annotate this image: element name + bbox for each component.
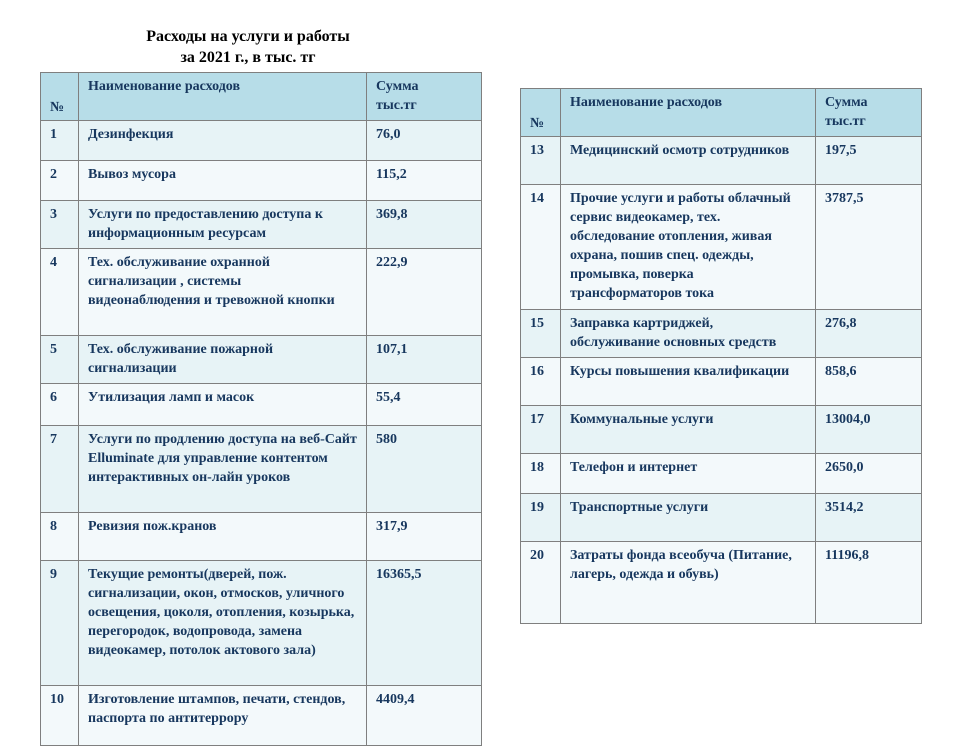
row-num: 2	[41, 161, 79, 201]
row-sum: 858,6	[816, 358, 922, 406]
row-num: 16	[521, 358, 561, 406]
row-name: Затраты фонда всеобуча (Питание, лагерь, одежда и обувь)	[561, 542, 816, 624]
table-row	[521, 494, 922, 542]
header-sum-line1: Сумма	[825, 95, 868, 110]
row-num: 17	[521, 406, 561, 454]
row-sum: 197,5	[816, 137, 922, 185]
row-num: 19	[521, 494, 561, 542]
row-sum: 107,1	[367, 336, 482, 384]
row-sum: 76,0	[367, 121, 482, 161]
table-row	[41, 121, 482, 161]
row-sum: 317,9	[367, 513, 482, 561]
row-name: Изготовление штампов, печати, стендов, паспорта по антитеррору	[79, 686, 367, 746]
header-num: №	[521, 89, 561, 137]
row-num: 1	[41, 121, 79, 161]
row-num: 18	[521, 454, 561, 494]
row-name: Транспортные услуги	[561, 494, 816, 542]
row-name: Текущие ремонты(дверей, пож. сигнализации, окон, отмосков, уличного освещения, цоколя, отопления, козырька, перегородок, водопровода, замена видеокамер, потолок актового зала)	[79, 561, 367, 686]
page-title	[40, 26, 456, 68]
table-row	[521, 310, 922, 358]
expenses-table-right	[520, 88, 922, 624]
row-num: 4	[41, 249, 79, 336]
row-num: 20	[521, 542, 561, 624]
expenses-table-left	[40, 72, 482, 746]
table-row	[41, 513, 482, 561]
row-sum: 55,4	[367, 384, 482, 426]
table-row	[41, 249, 482, 336]
row-num: 5	[41, 336, 79, 384]
header-name: Наименование расходов	[561, 89, 816, 137]
row-name: Услуги по предоставлению доступа к информационным ресурсам	[79, 201, 367, 249]
row-sum: 369,8	[367, 201, 482, 249]
table-row	[41, 201, 482, 249]
header-name: Наименование расходов	[79, 73, 367, 121]
row-name: Тех. обслуживание пожарной сигнализации	[79, 336, 367, 384]
row-name: Медицинский осмотр сотрудников	[561, 137, 816, 185]
row-sum: 2650,0	[816, 454, 922, 494]
header-sum-line1: Сумма	[376, 79, 419, 94]
row-name: Дезинфекция	[79, 121, 367, 161]
table-header-row	[41, 73, 482, 121]
row-name: Услуги по продлению доступа на веб-Сайт Elluminate для управление контентом интерактивных он-лайн уроков	[79, 426, 367, 513]
title-line-1: Расходы на услуги и работы	[146, 28, 350, 45]
table-row	[41, 161, 482, 201]
header-num: №	[41, 73, 79, 121]
row-num: 15	[521, 310, 561, 358]
row-num: 13	[521, 137, 561, 185]
header-sum	[367, 73, 482, 121]
row-name: Курсы повышения квалификации	[561, 358, 816, 406]
row-num: 10	[41, 686, 79, 746]
title-line-2: за 2021 г., в тыс. тг	[180, 49, 316, 66]
table-row	[521, 185, 922, 310]
row-num: 14	[521, 185, 561, 310]
header-sum-line2: тыс.тг	[376, 98, 417, 113]
table-row	[521, 358, 922, 406]
row-name: Телефон и интернет	[561, 454, 816, 494]
table-row	[41, 426, 482, 513]
row-name: Прочие услуги и работы облачный сервис видеокамер, тех. обследование отопления, живая охрана, пошив спец. одежды, промывка, поверка трансформаторов тока	[561, 185, 816, 310]
table-row	[41, 384, 482, 426]
row-num: 9	[41, 561, 79, 686]
row-sum: 3787,5	[816, 185, 922, 310]
table-row	[521, 542, 922, 624]
row-sum: 4409,4	[367, 686, 482, 746]
row-name: Утилизация ламп и масок	[79, 384, 367, 426]
table-row	[41, 561, 482, 686]
row-name: Вывоз мусора	[79, 161, 367, 201]
row-sum: 13004,0	[816, 406, 922, 454]
table-row	[41, 686, 482, 746]
row-num: 7	[41, 426, 79, 513]
row-name: Заправка картриджей, обслуживание основных средств	[561, 310, 816, 358]
header-sum-line2: тыс.тг	[825, 114, 866, 129]
row-num: 6	[41, 384, 79, 426]
table-row	[521, 454, 922, 494]
table-header-row	[521, 89, 922, 137]
row-name: Ревизия пож.кранов	[79, 513, 367, 561]
row-num: 3	[41, 201, 79, 249]
row-sum: 222,9	[367, 249, 482, 336]
row-num: 8	[41, 513, 79, 561]
table-row	[521, 137, 922, 185]
header-sum	[816, 89, 922, 137]
row-name: Коммунальные услуги	[561, 406, 816, 454]
table-row	[41, 336, 482, 384]
row-name: Тех. обслуживание охранной сигнализации , системы видеонаблюдения и тревожной кнопки	[79, 249, 367, 336]
row-sum: 3514,2	[816, 494, 922, 542]
row-sum: 115,2	[367, 161, 482, 201]
table-row	[521, 406, 922, 454]
row-sum: 16365,5	[367, 561, 482, 686]
row-sum: 580	[367, 426, 482, 513]
row-sum: 276,8	[816, 310, 922, 358]
row-sum: 11196,8	[816, 542, 922, 624]
